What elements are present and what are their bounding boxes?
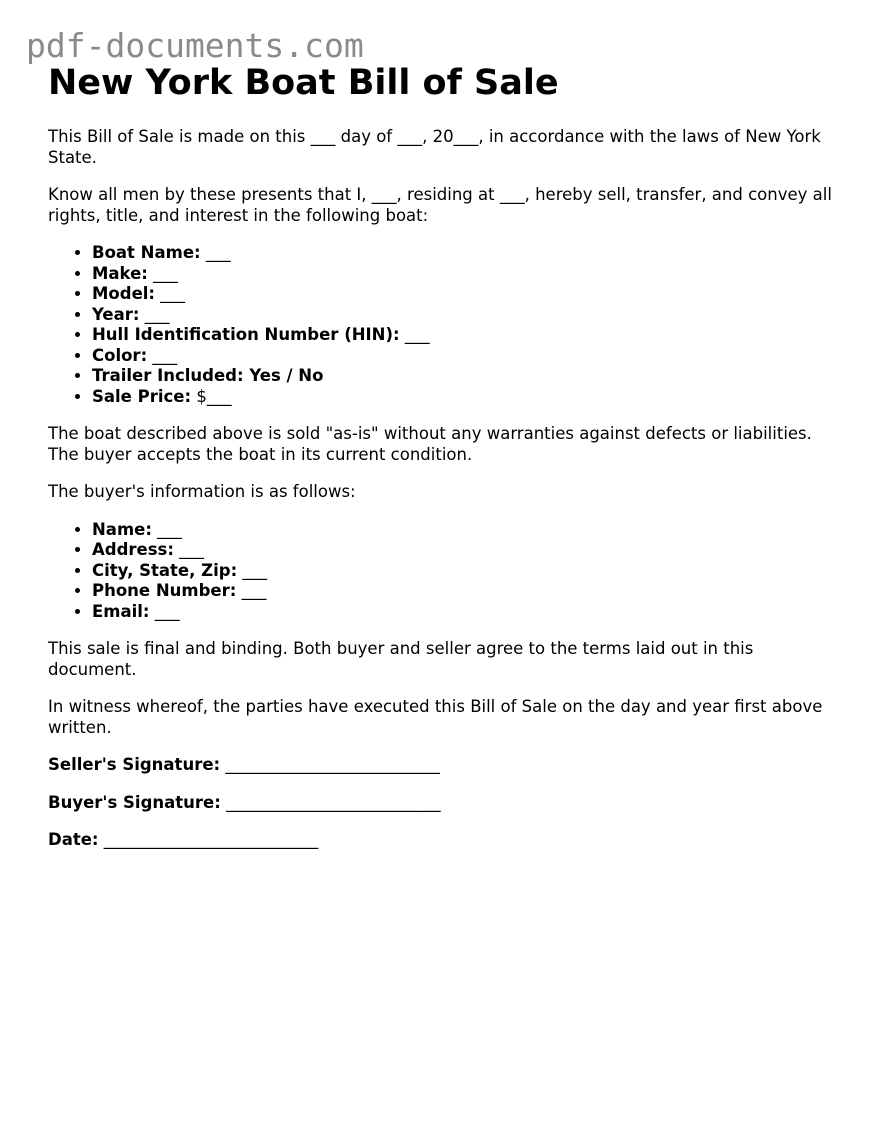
- watermark: pdf-documents.com: [26, 26, 364, 65]
- list-item-sale-price: • Sale Price: $___: [92, 387, 838, 408]
- list-item-trailer: • Trailer Included: Yes / No: [92, 366, 838, 387]
- document-body: [48, 60, 838, 851]
- date-line: Date: __________________________: [48, 830, 319, 849]
- final-paragraph: This sale is final and binding. Both buyer and seller agree to the terms laid out in this document.: [48, 639, 754, 679]
- list-item-color: • Color: ___: [92, 346, 838, 367]
- page-title: New York Boat Bill of Sale: [48, 63, 559, 103]
- buyer-signature-line: Buyer's Signature: __________________________: [48, 792, 441, 812]
- list-item-buyer-phone: • Phone Number: ___: [92, 581, 838, 602]
- list-item-buyer-name: • Name: ___: [92, 520, 838, 541]
- list-item-buyer-city: • City, State, Zip: ___: [92, 561, 838, 582]
- list-item-boat-name: • Boat Name: ___: [92, 243, 838, 264]
- buyer-intro-paragraph: The buyer's information is as follows:: [48, 482, 356, 501]
- list-item-hin: • Hull Identification Number (HIN): ___: [92, 325, 838, 346]
- intro-paragraph: This Bill of Sale is made on this ___ day of ___, 20___, in accordance with the laws of New York State.: [48, 127, 821, 167]
- list-item-make: • Make: ___: [92, 264, 838, 285]
- list-item-model: • Model: ___: [92, 284, 838, 305]
- boat-details-list: [48, 243, 838, 407]
- seller-signature-line: Seller's Signature: __________________________: [48, 755, 440, 774]
- know-all-paragraph: Know all men by these presents that I, ___, residing at ___, hereby sell, transfer, and convey all rights, title, and interest in the following boat:: [48, 185, 832, 225]
- as-is-paragraph: The boat described above is sold "as-is" without any warranties against defects or liabilities. The buyer accepts the boat in its current condition.: [48, 424, 812, 464]
- list-item-buyer-email: • Email: ___: [92, 602, 838, 623]
- list-item-year: • Year: ___: [92, 305, 838, 326]
- buyer-details-list: [48, 520, 838, 623]
- witness-paragraph: In witness whereof, the parties have executed this Bill of Sale on the day and year first above written.: [48, 697, 823, 737]
- list-item-buyer-address: • Address: ___: [92, 540, 838, 561]
